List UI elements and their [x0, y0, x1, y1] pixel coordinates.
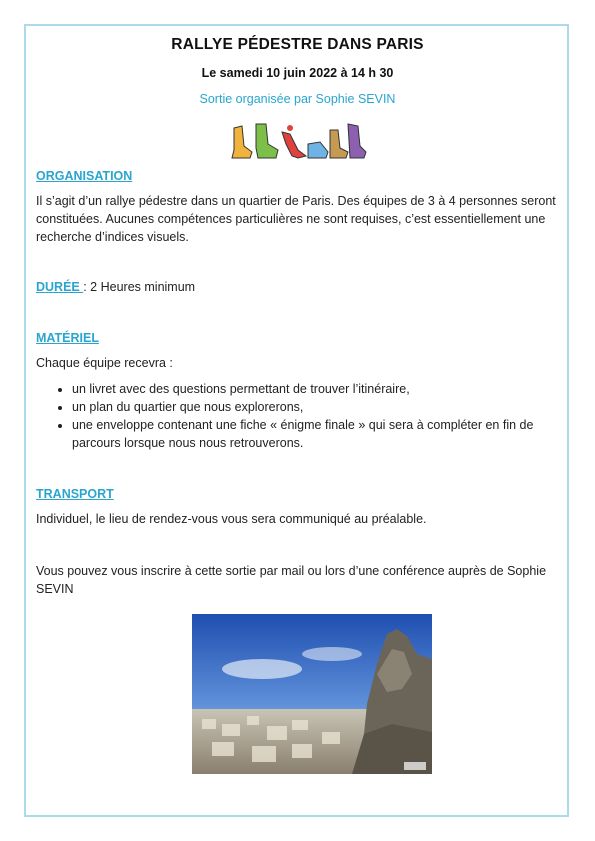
- heading-materiel: MATÉRIEL: [36, 331, 99, 345]
- heading-organisation: ORGANISATION: [36, 169, 133, 183]
- materiel-intro: Chaque équipe recevra :: [36, 356, 173, 370]
- signup-text: Vous pouvez vous inscrire à cette sortie par mail ou lors d’une conférence auprès de Sophie SEVIN: [36, 564, 547, 596]
- duree-text: : 2 Heures minimum: [83, 280, 196, 294]
- list-item: • une enveloppe contenant une fiche « énigme finale » qui sera à compléter en fin de parcours lorsque nous nous retrouverons.: [72, 416, 582, 452]
- list-item: • un plan du quartier que nous explorerons,: [72, 398, 582, 416]
- duree-row: [36, 280, 195, 294]
- paris-rooftop-photo: [192, 614, 432, 774]
- transport-text: Individuel, le lieu de rendez-vous vous sera communiqué au préalable.: [36, 512, 427, 526]
- walking-shoes-illustration: [228, 120, 368, 162]
- list-item: • un livret avec des questions permettant de trouver l’itinéraire,: [72, 380, 582, 398]
- boot-icon-3: [348, 124, 366, 158]
- sneaker-icon: [308, 142, 328, 158]
- page-title: RALLYE PÉDESTRE DANS PARIS: [171, 36, 424, 53]
- event-date: Le samedi 10 juin 2022 à 14 h 30: [201, 66, 394, 80]
- shoe-icon: [232, 126, 252, 158]
- organisation-text: Il s’agit d’un rallye pédestre dans un quartier de Paris. Des équipes de 3 à 4 personnes seront constituées. Aucunes compétences particulières ne sont requises, c’est essentiellement une recherche d’indices visuels.: [36, 194, 556, 244]
- materiel-list: [52, 380, 582, 452]
- boot-icon-2: [330, 130, 348, 158]
- heel-icon: [282, 125, 306, 158]
- heading-duree: DURÉE: [36, 280, 84, 294]
- organizer-line: Sortie organisée par Sophie SEVIN: [199, 92, 396, 106]
- boot-icon: [256, 124, 278, 158]
- heading-transport: TRANSPORT: [36, 487, 114, 501]
